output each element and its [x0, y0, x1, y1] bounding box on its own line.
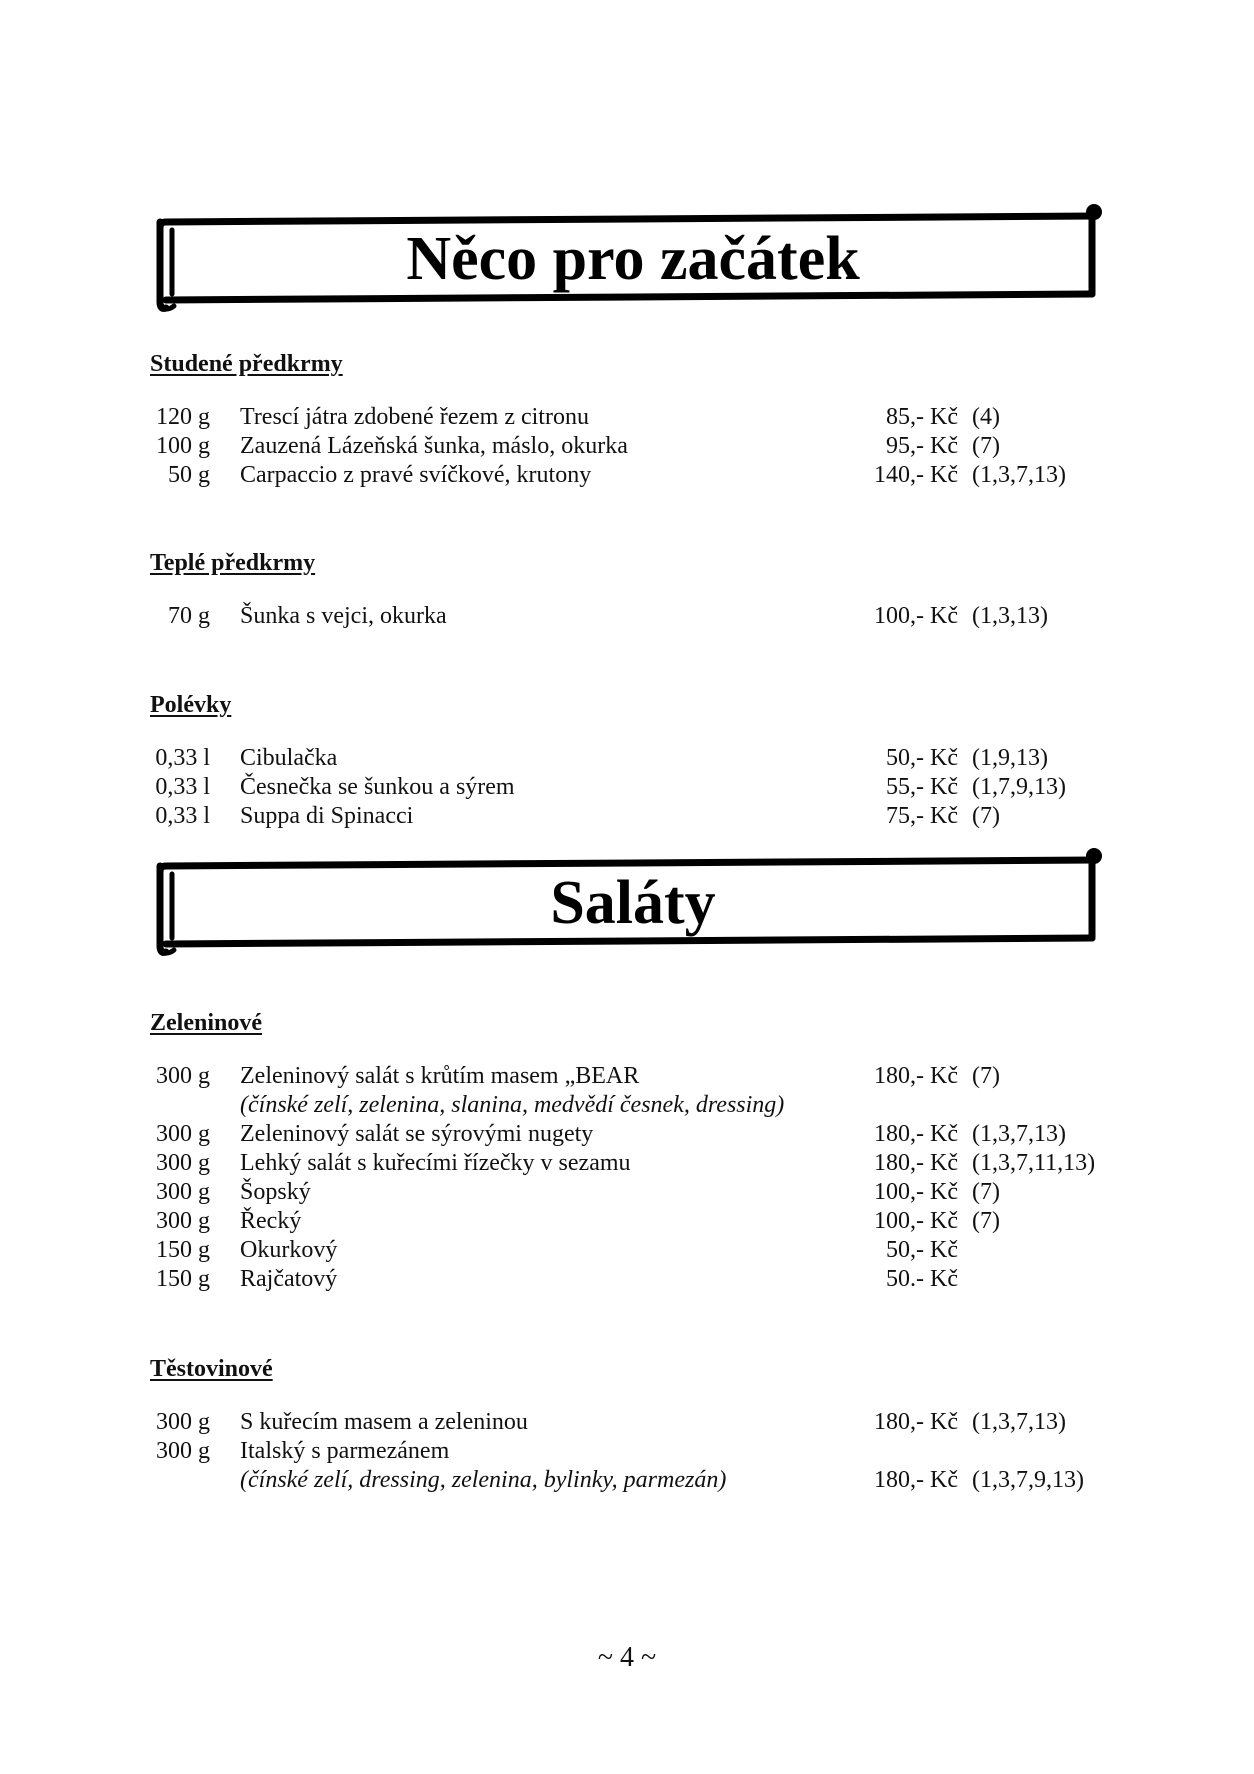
- menu-item: [0, 1207, 1254, 1236]
- menu-item-description: [0, 1466, 1254, 1495]
- item-quantity: 100 g: [156, 433, 210, 459]
- item-price: 100,- Kč: [874, 1179, 958, 1205]
- item-quantity: 150 g: [156, 1266, 210, 1292]
- item-name: Česnečka se šunkou a sýrem: [240, 774, 515, 800]
- menu-item: [0, 802, 1254, 831]
- menu-item: [0, 1236, 1254, 1265]
- item-quantity: 0,33 l: [155, 803, 210, 829]
- item-price: 180,- Kč: [874, 1409, 958, 1435]
- banner-title: Něco pro začátek: [406, 225, 860, 293]
- menu-item: [0, 744, 1254, 773]
- menu-item: [0, 1149, 1254, 1178]
- item-allergens: (1,3,13): [972, 603, 1048, 629]
- item-price: 50.- Kč: [886, 1266, 958, 1292]
- item-allergens: (1,3,7,11,13): [972, 1150, 1096, 1176]
- item-allergens: (7): [972, 1208, 1000, 1234]
- menu-item: [0, 1120, 1254, 1149]
- item-price: 140,- Kč: [874, 462, 958, 488]
- item-quantity: 70 g: [168, 603, 210, 629]
- item-price: 85,- Kč: [886, 404, 958, 430]
- menu-item: [0, 461, 1254, 490]
- item-name: Rajčatový: [240, 1266, 338, 1292]
- menu-item: [0, 1062, 1254, 1091]
- banner-salads: [148, 846, 1108, 958]
- item-name: Carpaccio z pravé svíčkové, krutony: [240, 462, 592, 488]
- item-name: Cibulačka: [240, 745, 338, 771]
- item-name: S kuřecím masem a zeleninou: [240, 1409, 528, 1435]
- item-name: Zeleninový salát se sýrovými nugety: [240, 1121, 594, 1147]
- menu-item: [0, 1408, 1254, 1437]
- section-heading-warm-starters: Teplé předkrmy: [150, 550, 316, 576]
- item-price: 180,- Kč: [874, 1467, 958, 1493]
- banner-title: Saláty: [550, 869, 716, 937]
- section-heading-vegetable-salads: Zeleninové: [150, 1010, 262, 1036]
- item-allergens: (1,3,7,13): [972, 462, 1066, 488]
- item-quantity: 150 g: [156, 1237, 210, 1263]
- item-name: Šopský: [240, 1179, 311, 1205]
- menu-item: [0, 602, 1254, 631]
- menu-item: [0, 773, 1254, 802]
- item-price: 95,- Kč: [886, 433, 958, 459]
- menu-item-description: [0, 1091, 1254, 1120]
- item-price: 180,- Kč: [874, 1150, 958, 1176]
- item-allergens: (1,7,9,13): [972, 774, 1066, 800]
- item-quantity: 300 g: [156, 1121, 210, 1147]
- item-quantity: 0,33 l: [155, 774, 210, 800]
- menu-item: [0, 1437, 1254, 1466]
- item-name: Suppa di Spinacci: [240, 803, 414, 829]
- item-name: Lehký salát s kuřecími řízečky v sezamu: [240, 1150, 631, 1176]
- item-name: Trescí játra zdobené řezem z citronu: [240, 404, 589, 430]
- item-quantity: 300 g: [156, 1150, 210, 1176]
- item-allergens: (7): [972, 1063, 1000, 1089]
- item-price: 75,- Kč: [886, 803, 958, 829]
- item-quantity: 300 g: [156, 1208, 210, 1234]
- item-price: 180,- Kč: [874, 1063, 958, 1089]
- item-quantity: 300 g: [156, 1409, 210, 1435]
- item-price: 180,- Kč: [874, 1121, 958, 1147]
- item-price: 50,- Kč: [886, 745, 958, 771]
- item-quantity: 300 g: [156, 1179, 210, 1205]
- item-price: 100,- Kč: [874, 1208, 958, 1234]
- item-quantity: 300 g: [156, 1438, 210, 1464]
- page-number: ~ 4 ~: [597, 1642, 657, 1673]
- item-description: (čínské zelí, zelenina, slanina, medvědí česnek, dressing): [240, 1092, 785, 1118]
- menu-item: [0, 1265, 1254, 1294]
- item-allergens: (1,3,7,9,13): [972, 1467, 1084, 1493]
- item-price: 100,- Kč: [874, 603, 958, 629]
- menu-item: [0, 432, 1254, 461]
- item-allergens: (4): [972, 404, 1000, 430]
- section-heading-pasta-salads: Těstovinové: [150, 1356, 273, 1382]
- item-name: Italský s parmezánem: [240, 1438, 450, 1464]
- item-allergens: (1,3,7,13): [972, 1409, 1066, 1435]
- item-name: Šunka s vejci, okurka: [240, 603, 447, 629]
- item-quantity: 50 g: [168, 462, 210, 488]
- item-name: Zauzená Lázeňská šunka, máslo, okurka: [240, 433, 628, 459]
- item-quantity: 300 g: [156, 1063, 210, 1089]
- menu-item: [0, 1178, 1254, 1207]
- item-quantity: 0,33 l: [155, 745, 210, 771]
- item-allergens: (7): [972, 1179, 1000, 1205]
- item-description: (čínské zelí, dressing, zelenina, bylinky, parmezán): [240, 1467, 727, 1493]
- item-allergens: (7): [972, 433, 1000, 459]
- item-allergens: (1,9,13): [972, 745, 1048, 771]
- banner-starters: [148, 202, 1108, 314]
- item-price: 50,- Kč: [886, 1237, 958, 1263]
- section-heading-cold-starters: Studené předkrmy: [150, 351, 343, 377]
- item-price: 55,- Kč: [886, 774, 958, 800]
- item-name: Okurkový: [240, 1237, 338, 1263]
- menu-item: [0, 403, 1254, 432]
- item-name: Řecký: [240, 1208, 302, 1234]
- item-allergens: (1,3,7,13): [972, 1121, 1066, 1147]
- item-allergens: (7): [972, 803, 1000, 829]
- item-name: Zeleninový salát s krůtím masem „BEAR: [240, 1063, 640, 1089]
- section-heading-soups: Polévky: [150, 692, 232, 718]
- item-quantity: 120 g: [156, 404, 210, 430]
